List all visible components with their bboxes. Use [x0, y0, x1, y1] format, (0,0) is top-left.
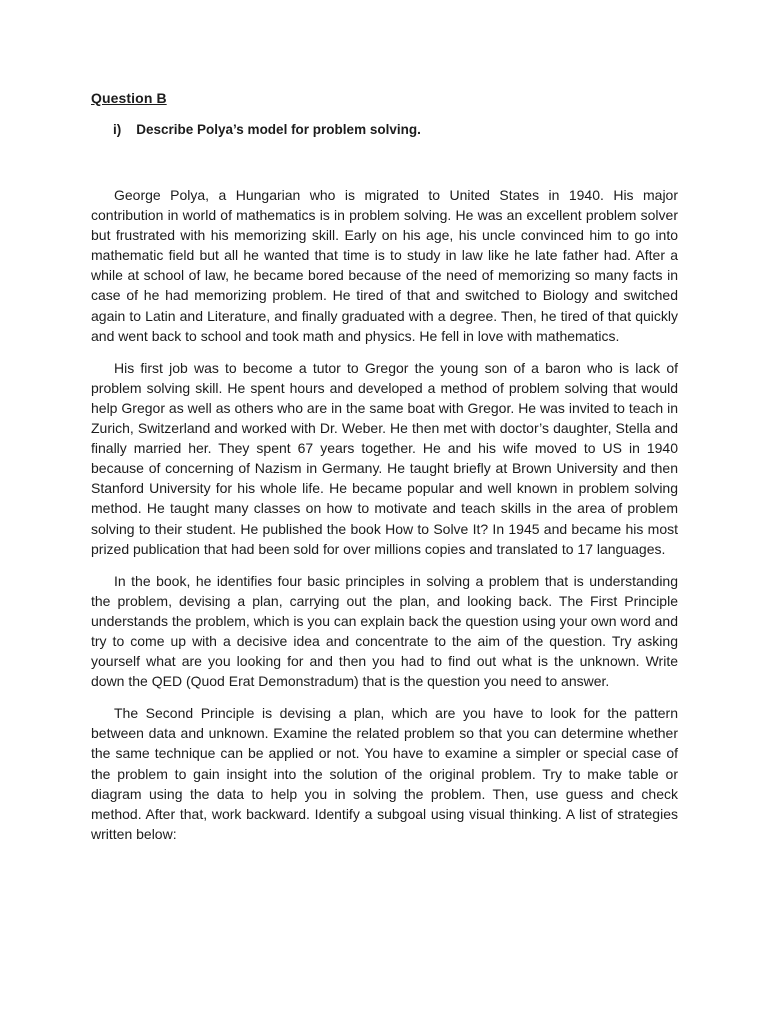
paragraph-1: George Polya, a Hungarian who is migrated to United States in 1940. His major contribution in world of mathematics is in problem solving. He was an excellent problem solver but frustrated with his memorizing skill. Early on his age, his uncle convinced him to go into mathematic field but all he wanted that time is to study in law like he late father had. After a while at school of law, he became bored because of the need of memorizing so many facts in case of he had memorizing problem. He tired of that and switched to Biology and switched again to Latin and Literature, and finally graduated with a degree. Then, he tired of that quickly and went back to school and took math and physics. He fell in love with mathematics. [91, 187, 678, 344]
question-text: Describe Polya’s model for problem solving. [136, 122, 421, 137]
paragraph-2: His first job was to become a tutor to Gregor the young son of a baron who is lack of problem solving skill. He spent hours and developed a method of problem solving that would help Gregor as well as others who are in the same boat with Gregor. He was invited to teach in Zurich, Switzerland and worked with Dr. Weber. He then met with doctor’s daughter, Stella and finally married her. They spent 67 years together. He and his wife moved to US in 1940 because of concerning of Nazism in Germany. He taught briefly at Brown University and then Stanford University for his whole life. He became popular and well known in problem solving method. He taught many classes on how to motivate and teach skills in the area of problem solving to their student. He published the book How to Solve It? In 1945 and became his most prized publication that had been sold for over millions copies and translated to 17 languages. [91, 359, 678, 557]
question-number: i) [113, 122, 122, 137]
paragraph-4: The Second Principle is devising a plan, which are you have to look for the pattern between data and unknown. Examine the related problem so that you can determine whether the same technique can be applied or not. You have to examine a simpler or special case of the problem to gain insight into the solution of the original problem. Try to make table or diagram using the data to help you in solving the problem. Then, use guess and check method. After that, work backward. Identify a subgoal using visual thinking. A list of strategies written below: [91, 705, 678, 842]
question-heading: Question B [91, 90, 167, 106]
question-subheading [113, 122, 421, 137]
body-text [91, 185, 678, 856]
paragraph-3: In the book, he identifies four basic principles in solving a problem that is understanding the problem, devising a plan, carrying out the plan, and looking back. The First Principle understands the problem, which is you can explain back the question using your own word and try to come up with a decisive idea and concentrate to the aim of the question. Try asking yourself what are you looking for and then you had to find out what is the unknown. Write down the QED (Quod Erat Demonstradum) that is the question you need to answer. [91, 572, 678, 690]
